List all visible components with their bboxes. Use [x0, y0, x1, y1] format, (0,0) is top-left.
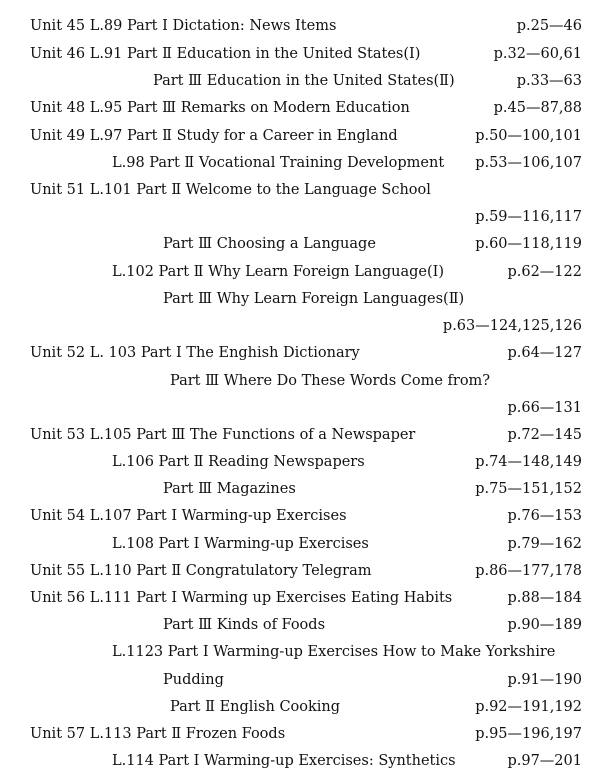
toc-entry-page: p.91—190 — [507, 672, 582, 688]
toc-entry-text: L.1123 Part Ⅰ Warming-up Exercises How to Make Yorkshire — [112, 644, 556, 660]
toc-entry-page: p.33—63 — [516, 73, 582, 89]
toc-entry-page: p.32—60,61 — [493, 46, 582, 62]
toc-entry-page: p.90—189 — [507, 617, 582, 633]
toc-entry-text: L.102 Part Ⅱ Why Learn Foreign Language(Ⅰ) — [112, 264, 445, 280]
toc-entry-page: p.75—151,152 — [475, 481, 582, 497]
toc-entry-text: Unit 53 L.105 Part Ⅲ The Functions of a Newspaper — [30, 427, 416, 443]
toc-entry-page: p.95—196,197 — [475, 726, 582, 742]
toc-entry-page: p.66—131 — [507, 400, 582, 416]
toc-entry-text: Unit 48 L.95 Part Ⅲ Remarks on Modern Education — [30, 100, 410, 116]
toc-entry-text: Part Ⅲ Why Learn Foreign Languages(Ⅱ) — [163, 291, 465, 307]
toc-entry-text: L.108 Part Ⅰ Warming-up Exercises — [112, 536, 369, 552]
toc-entry-text: Unit 54 L.107 Part Ⅰ Warming-up Exercises — [30, 508, 347, 524]
toc-entry-text: Unit 52 L. 103 Part Ⅰ The Enghish Dictionary — [30, 345, 360, 361]
toc-entry-page: p.64—127 — [507, 345, 582, 361]
toc-entry-page: p.97—201 — [507, 753, 582, 769]
toc-entry-text: Unit 45 L.89 Part Ⅰ Dictation: News Items — [30, 18, 337, 34]
toc-entry-page: p.45—87,88 — [493, 100, 582, 116]
toc-entry-page: p.79—162 — [507, 536, 582, 552]
toc-entry-page: p.53—106,107 — [475, 155, 582, 171]
toc-entry-page: p.50—100,101 — [475, 128, 582, 144]
toc-entry-text: Part Ⅲ Kinds of Foods — [163, 617, 326, 633]
toc-entry-page: p.86—177,178 — [475, 563, 582, 579]
toc-entry-text: Part Ⅲ Where Do These Words Come from? — [170, 373, 491, 389]
toc-entry-text: Part Ⅲ Magazines — [163, 481, 296, 497]
toc-entry-page: p.62—122 — [507, 264, 582, 280]
toc-entry-page: p.63—124,125,126 — [442, 318, 582, 334]
toc-entry-text: Unit 55 L.110 Part Ⅱ Congratulatory Telegram — [30, 563, 372, 579]
toc-entry-text: Unit 57 L.113 Part Ⅱ Frozen Foods — [30, 726, 286, 742]
toc-entry-text: Part Ⅲ Choosing a Language — [163, 236, 376, 252]
toc-entry-text: Pudding — [163, 672, 224, 688]
toc-entry-text: Part Ⅱ English Cooking — [170, 699, 341, 715]
toc-entry-page: p.25—46 — [516, 18, 582, 34]
toc-entry-page: p.92—191,192 — [475, 699, 582, 715]
toc-entry-text: Part Ⅲ Education in the United States(Ⅱ) — [153, 73, 455, 89]
toc-entry-page: p.88—184 — [507, 590, 582, 606]
toc-entry-text: L.106 Part Ⅱ Reading Newspapers — [112, 454, 365, 470]
toc-entry-text: Unit 56 L.111 Part Ⅰ Warming up Exercises Eating Habits — [30, 590, 453, 606]
toc-entry-text: Unit 51 L.101 Part Ⅱ Welcome to the Language School — [30, 182, 431, 198]
toc-entry-page: p.74—148,149 — [475, 454, 582, 470]
toc-entry-text: L.114 Part Ⅰ Warming-up Exercises: Synthetics — [112, 753, 456, 769]
toc-entry-text: Unit 49 L.97 Part Ⅱ Study for a Career in England — [30, 128, 398, 144]
toc-entry-text: L.98 Part Ⅱ Vocational Training Development — [112, 155, 445, 171]
toc-entry-page: p.72—145 — [507, 427, 582, 443]
toc-entry-page: p.76—153 — [507, 508, 582, 524]
toc-entry-page: p.59—116,117 — [475, 209, 582, 225]
toc-entry-text: Unit 46 L.91 Part Ⅱ Education in the United States(Ⅰ) — [30, 46, 421, 62]
toc-entry-page: p.60—118,119 — [475, 236, 582, 252]
